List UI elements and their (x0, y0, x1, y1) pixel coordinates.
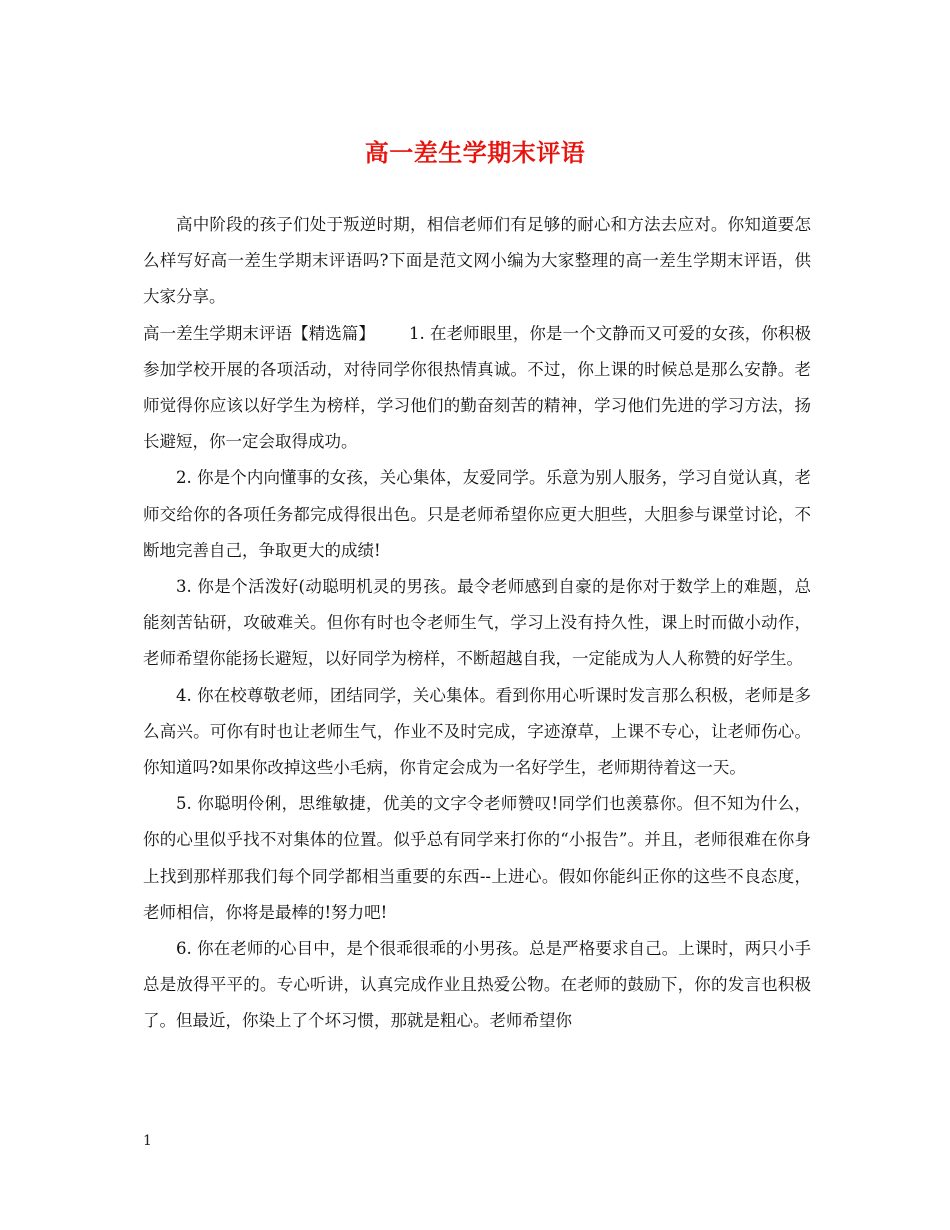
document-title: 高一差生学期末评语 (364, 138, 586, 167)
intro-paragraph: 高中阶段的孩子们处于叛逆时期，相信老师们有足够的耐心和方法去应对。你知道要怎么样写好高一差生学期末评语吗?下面是范文网小编为大家整理的高一差生学期末评语，供大家分享。 (143, 215, 811, 307)
comment-item-5: 5. 你聪明伶俐，思维敏捷，优美的文字令老师赞叹!同学们也羡慕你。但不知为什么，你的心里似乎找不对集体的位置。似乎总有同学来打你的“小报告”。并且，老师很难在你身上找到那样那我们每个同学都相当重要的东西--上进心。假如你能纠正你的这些不良态度，老师相信，你将是最棒的!努力吧! (143, 794, 811, 922)
comment-item-1: 1. 在老师眼里，你是一个文静而又可爱的女孩，你积极参加学校开展的各项活动，对待同学你很热情真诚。不过，你上课的时候总是那么安静。老师觉得你应该以好学生为榜样，学习他们的勤奋刻苦的精神，学习他们先进的学习方法，扬长避短，你一定会取得成功。 (143, 323, 811, 452)
section-paragraph (143, 316, 811, 461)
document-body (143, 207, 811, 1040)
page-number: 1 (143, 1133, 152, 1149)
section-label: 高一差生学期末评语【精选篇】 (143, 323, 375, 343)
comment-item-2: 2. 你是个内向懂事的女孩，关心集体，友爱同学。乐意为别人服务，学习自觉认真，老师交给你的各项任务都完成得很出色。只是老师希望你应更大胆些，大胆参与课堂讨论，不断地完善自己，争取更大的成绩! (143, 468, 811, 560)
comment-item-4: 4. 你在校尊敬老师，团结同学，关心集体。看到你用心听课时发言那么积极，老师是多么高兴。可你有时也让老师生气，作业不及时完成，字迹潦草，上课不专心，让老师伤心。你知道吗?如果你改掉这些小毛病，你肯定会成为一名好学生，老师期待着这一天。 (143, 685, 811, 778)
comment-item-3: 3. 你是个活泼好(动聪明机灵的男孩。最令老师感到自豪的是你对于数学上的难题，总能刻苦钻研，攻破难关。但你有时也令老师生气，学习上没有持久性，课上时而做小动作，老师希望你能扬长避短，以好同学为榜样，不断超越自我，一定能成为人人称赞的好学生。 (143, 577, 811, 669)
comment-item-6: 6. 你在老师的心目中，是个很乖很乖的小男孩。总是严格要求自己。上课时，两只小手总是放得平平的。专心听讲，认真完成作业且热爱公物。在老师的鼓励下，你的发言也积极了。但最近，你染上了个坏习惯，那就是粗心。老师希望你 (143, 939, 811, 1031)
